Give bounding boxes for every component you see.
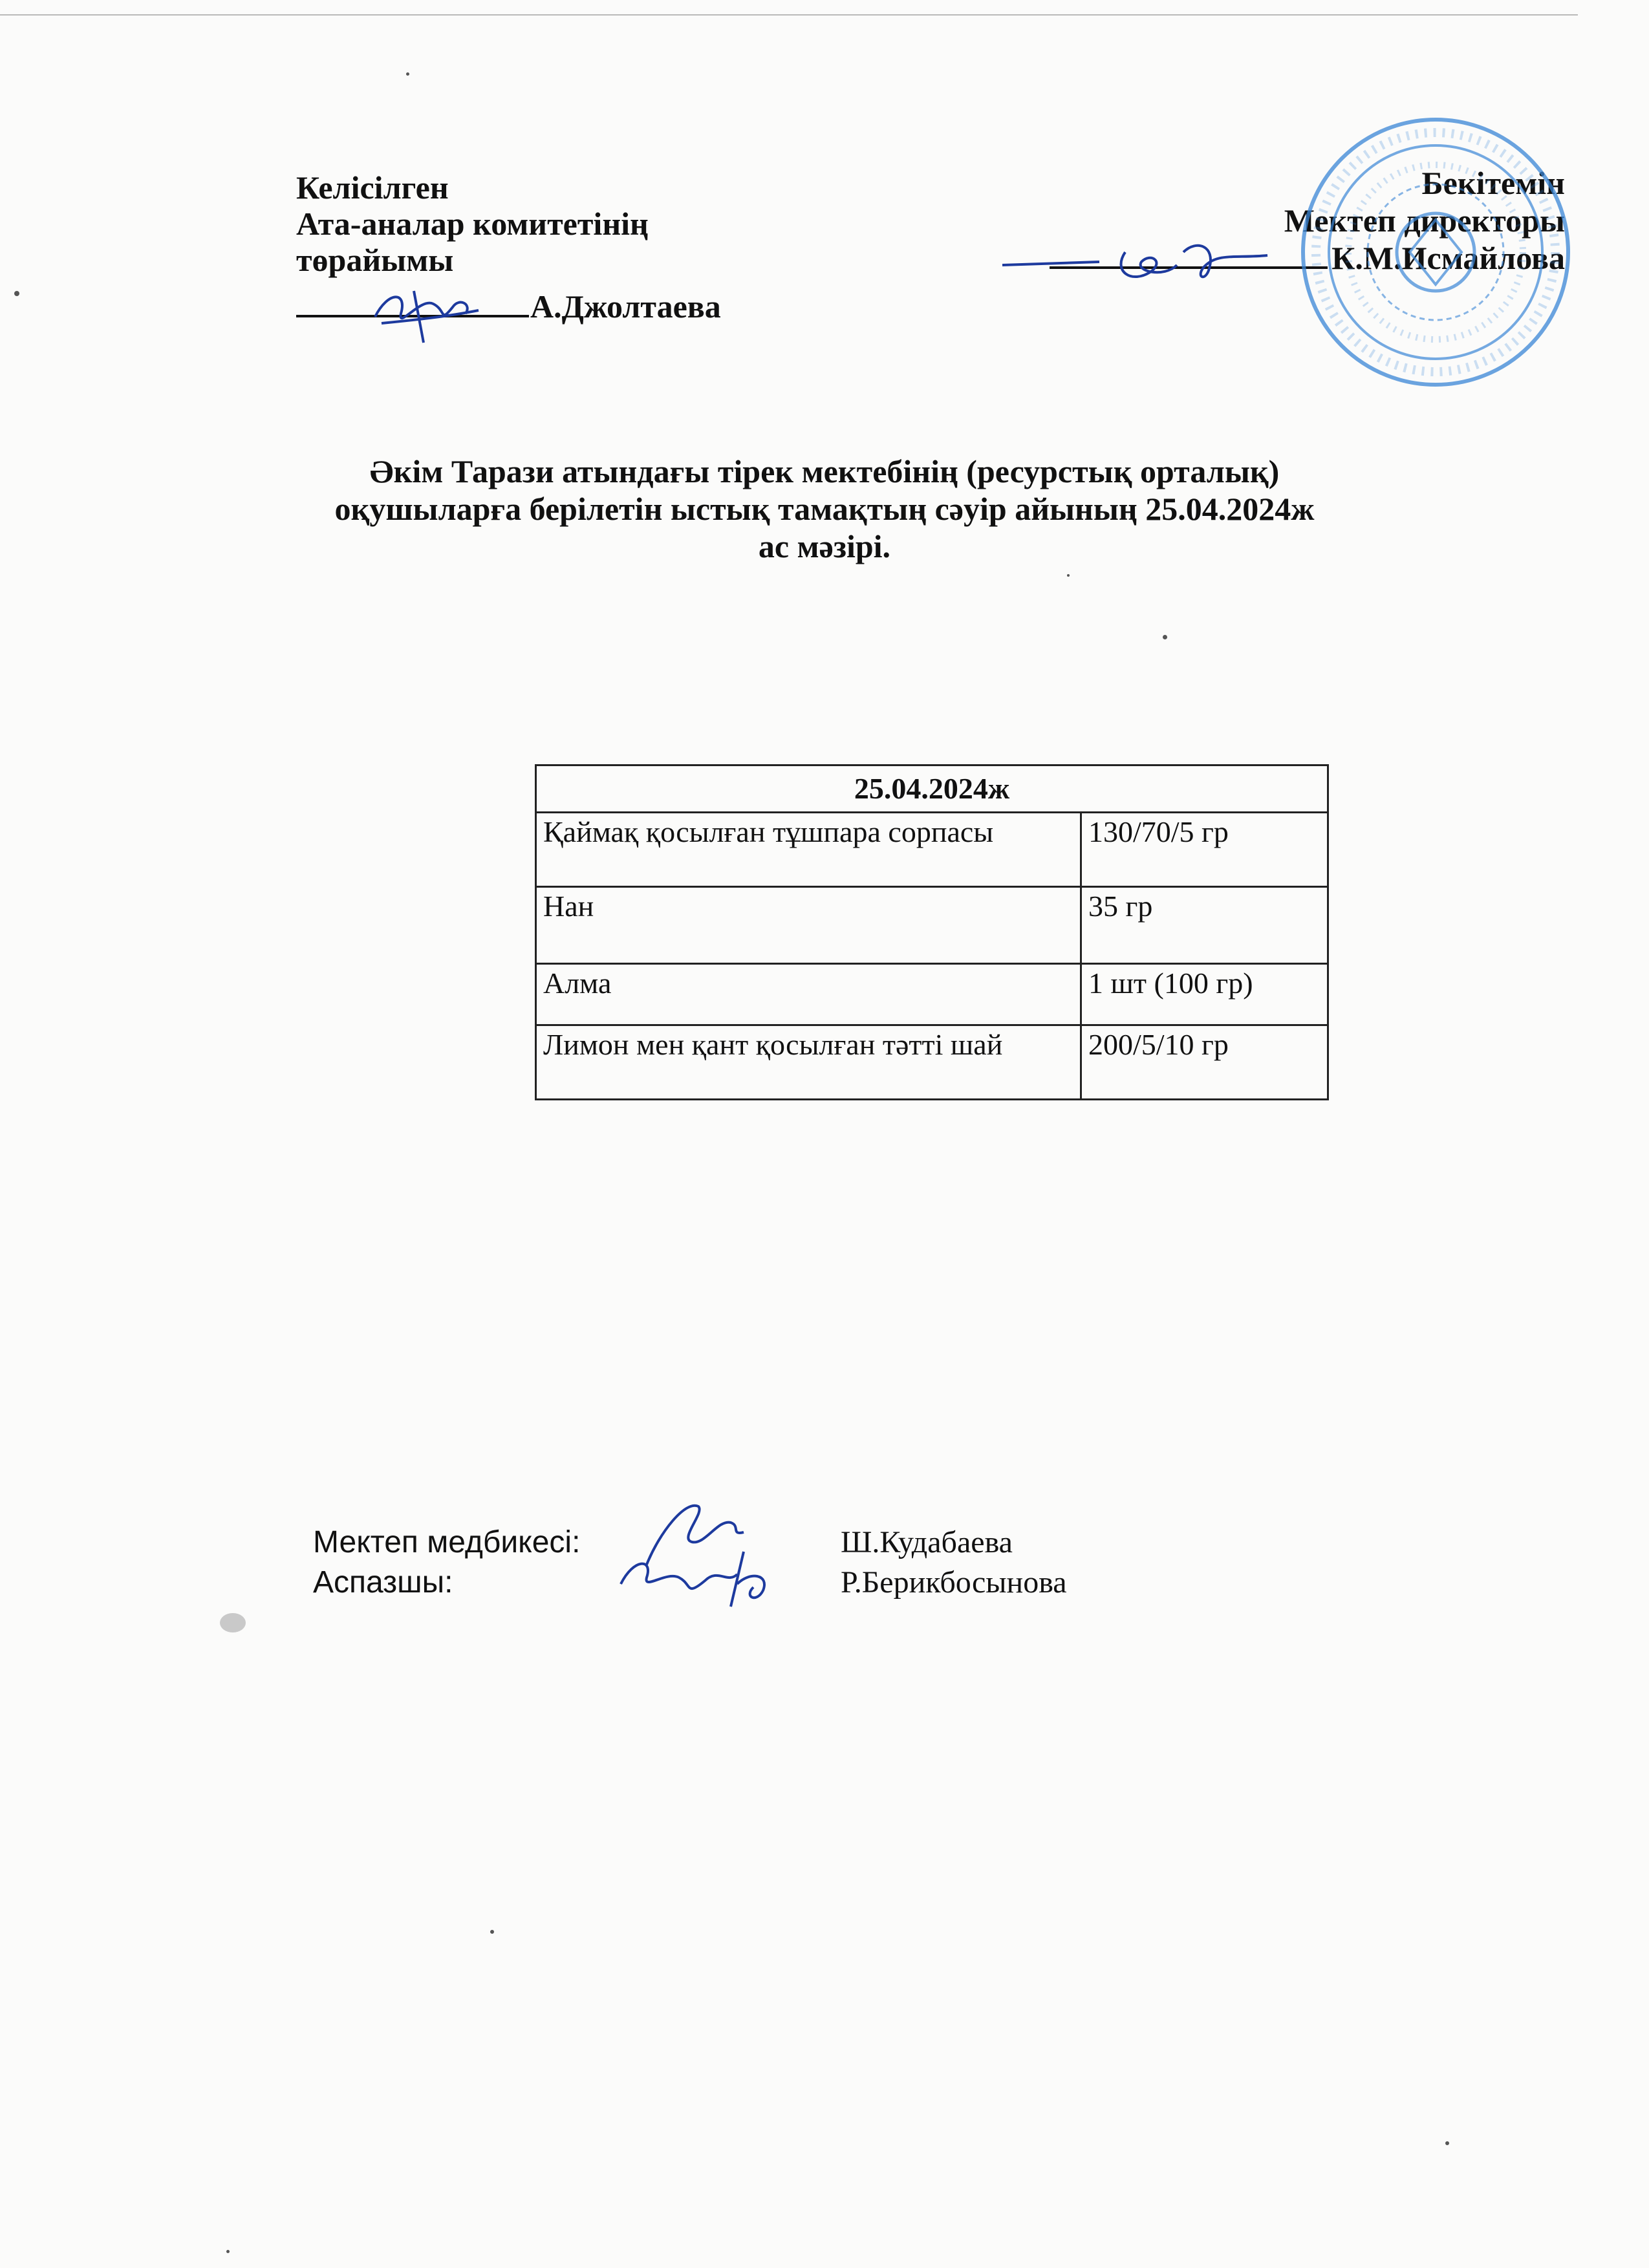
scan-speck [406,72,409,76]
table-row [536,887,1328,964]
nurse-name: Ш.Кудабаева [841,1525,1013,1559]
scan-speck [226,2250,230,2253]
table-row [536,1025,1328,1100]
official-stamp [1293,110,1578,394]
approval-left-line3: төрайымы [296,242,454,278]
staff-names [841,1523,1067,1603]
top-rule [0,14,1578,16]
menu-table [535,764,1329,1100]
dish-cell: Лимон мен қант қосылған тәтті шай [536,1025,1081,1100]
scan-speck [490,1930,494,1934]
dish-cell: Қаймақ қосылған тұшпара сорпасы [536,813,1081,887]
scan-speck [1067,574,1070,577]
cook-name: Р.Берикбосынова [841,1565,1067,1599]
title-line2: оқушыларға берілетін ыстық тамақтың сәуір айының 25.04.2024ж [334,491,1315,527]
approval-left-name: А.Джолтаева [530,288,721,325]
amount-cell: 200/5/10 гр [1081,1025,1328,1100]
document-title [0,453,1649,565]
scan-speck [14,291,19,296]
approval-right-name: К.М.Исмайлова [1331,240,1565,276]
scan-smudge [220,1613,246,1632]
cook-label: Аспазшы: [313,1565,453,1599]
staff-labels [313,1523,580,1603]
dish-cell: Нан [536,887,1081,964]
amount-cell: 130/70/5 гр [1081,813,1328,887]
nurse-label: Мектеп медбикесі: [313,1525,581,1559]
approval-left-line2: Ата-аналар комитетінің [296,206,649,242]
scan-speck [1445,2141,1449,2145]
approval-right-line1: Бекітемін [1421,165,1565,201]
title-line3: ас мәзірі. [758,528,891,564]
amount-cell: 1 шт (100 гр) [1081,964,1328,1025]
approval-left-line1: Келісілген [296,169,449,206]
approval-right-line2: Мектеп директоры [1284,202,1565,239]
title-line1: Әкім Тарази атындағы тірек мектебінің (ресурстық орталық) [369,453,1280,489]
signature-cook [614,1545,789,1616]
approval-left-block [296,169,721,325]
amount-cell: 35 гр [1081,887,1328,964]
scan-speck [1163,635,1167,639]
signature-right [1002,233,1280,304]
dish-cell: Алма [536,964,1081,1025]
menu-date-header: 25.04.2024ж [536,765,1328,813]
table-row [536,964,1328,1025]
table-row [536,813,1328,887]
signature-left [362,278,485,349]
